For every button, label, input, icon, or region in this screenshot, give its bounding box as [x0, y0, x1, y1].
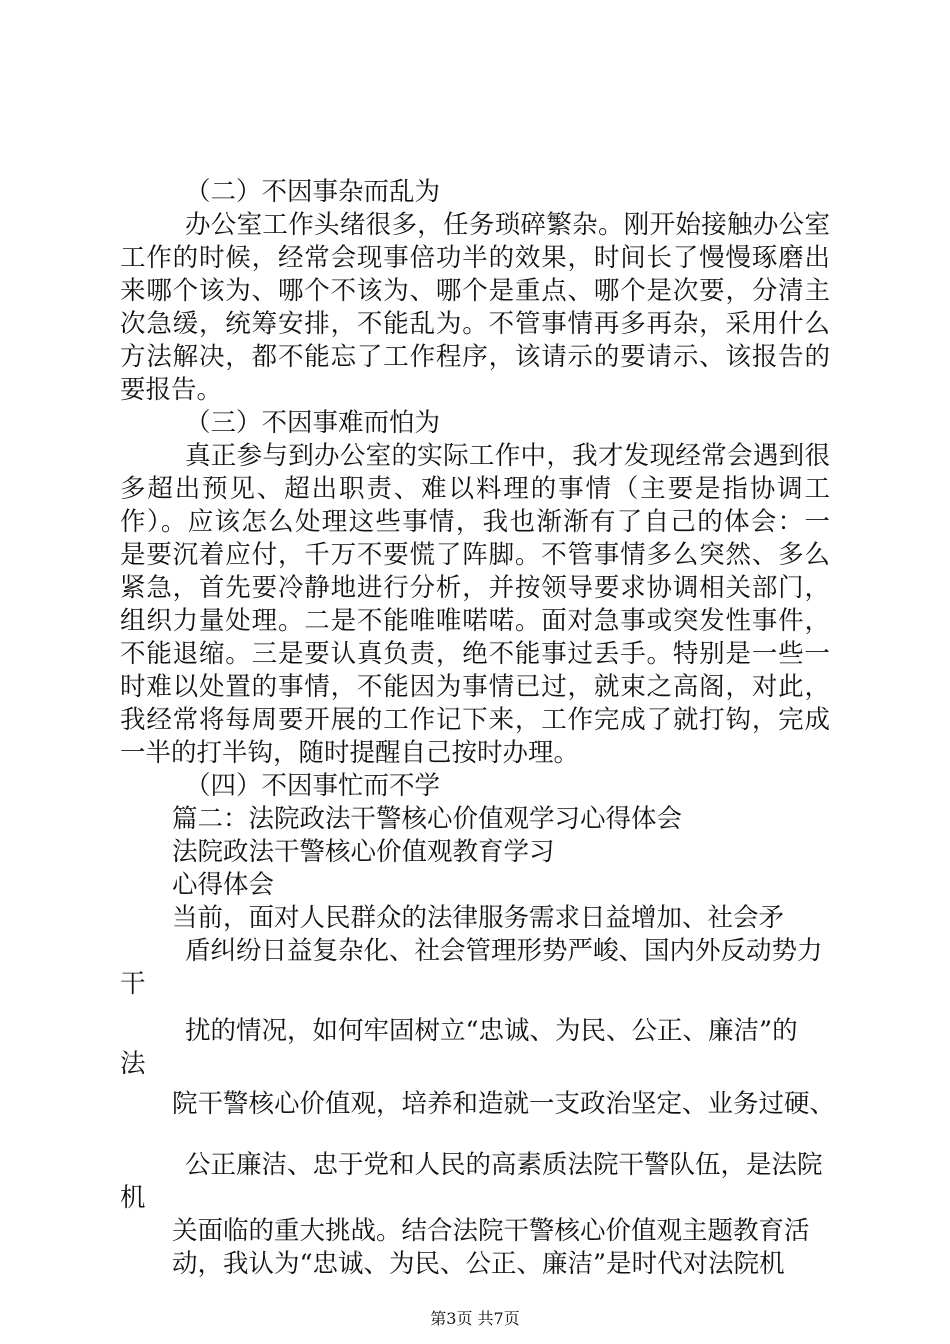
- paragraph-line: 次急缓，统筹安排，不能乱为。不管事情再多再杂，采用什么: [120, 309, 830, 339]
- paragraph-line: 多超出预见、超出职责、难以料理的事情（主要是指协调工: [120, 474, 830, 504]
- paragraph-line: 公正廉洁、忠于党和人民的高素质法院干警队伍，是法院: [185, 1150, 823, 1180]
- paragraph-line: 院干警核心价值观，培养和造就一支政治坚定、业务过硬、: [172, 1089, 836, 1119]
- paragraph-line: 机: [120, 1183, 146, 1213]
- paragraph-line: 我经常将每周要开展的工作记下来，工作完成了就打钩，完成: [120, 705, 830, 735]
- article-subtitle: 心得体会: [172, 870, 275, 900]
- heading-4: （四）不因事忙而不学: [185, 771, 441, 801]
- paragraph-line: 工作的时候，经常会现事倍功半的效果，时间长了慢慢琢磨出: [120, 243, 830, 273]
- paragraph-line: 不能退缩。三是要认真负责，绝不能事过丢手。特别是一些一: [120, 639, 830, 669]
- paragraph-line: 是要沉着应付，千万不要慌了阵脚。不管事情多么突然、多么: [120, 540, 830, 570]
- paragraph-line: 干: [120, 969, 146, 999]
- paragraph-line: 一半的打半钩，随时提醒自己按时办理。: [120, 738, 580, 768]
- article-subtitle: 法院政法干警核心价值观教育学习: [172, 837, 555, 867]
- paragraph-line: 作）。应该怎么处理这些事情，我也渐渐有了自己的体会：一: [120, 507, 830, 537]
- page-footer: 第3页 共7页: [430, 1309, 520, 1328]
- paragraph-line: 紧急，首先要冷静地进行分析，并按领导要求协调相关部门，: [120, 573, 830, 603]
- paragraph-line: 来哪个该为、哪个不该为、哪个是重点、哪个是次要，分清主: [120, 276, 830, 306]
- paragraph-line: 盾纠纷日益复杂化、社会管理形势严峻、国内外反动势力: [185, 936, 823, 966]
- paragraph-line: 方法解决，都不能忘了工作程序，该请示的要请示、该报告的: [120, 342, 830, 372]
- paragraph-line: 组织力量处理。二是不能唯唯喏喏。面对急事或突发性事件，: [120, 606, 830, 636]
- article-title: 篇二：法院政法干警核心价值观学习心得体会: [172, 804, 683, 834]
- paragraph-line: 时难以处置的事情，不能因为事情已过，就束之高阁，对此，: [120, 672, 830, 702]
- paragraph-line: 办公室工作头绪很多，任务琐碎繁杂。刚开始接触办公室: [185, 210, 830, 240]
- paragraph-line: 动，我认为“忠诚、为民、公正、廉洁”是时代对法院机: [172, 1249, 785, 1279]
- heading-2: （二）不因事杂而乱为: [185, 177, 441, 207]
- paragraph-line: 真正参与到办公室的实际工作中，我才发现经常会遇到很: [185, 441, 830, 471]
- paragraph-line: 当前，面对人民群众的法律服务需求日益增加、社会矛: [172, 903, 785, 933]
- heading-3: （三）不因事难而怕为: [185, 408, 441, 438]
- paragraph-line: 法: [120, 1049, 146, 1079]
- paragraph-line: 扰的情况，如何牢固树立“忠诚、为民、公正、廉洁”的: [185, 1016, 798, 1046]
- paragraph-line: 要报告。: [120, 375, 223, 405]
- paragraph-line: 关面临的重大挑战。结合法院干警核心价值观主题教育活: [172, 1216, 810, 1246]
